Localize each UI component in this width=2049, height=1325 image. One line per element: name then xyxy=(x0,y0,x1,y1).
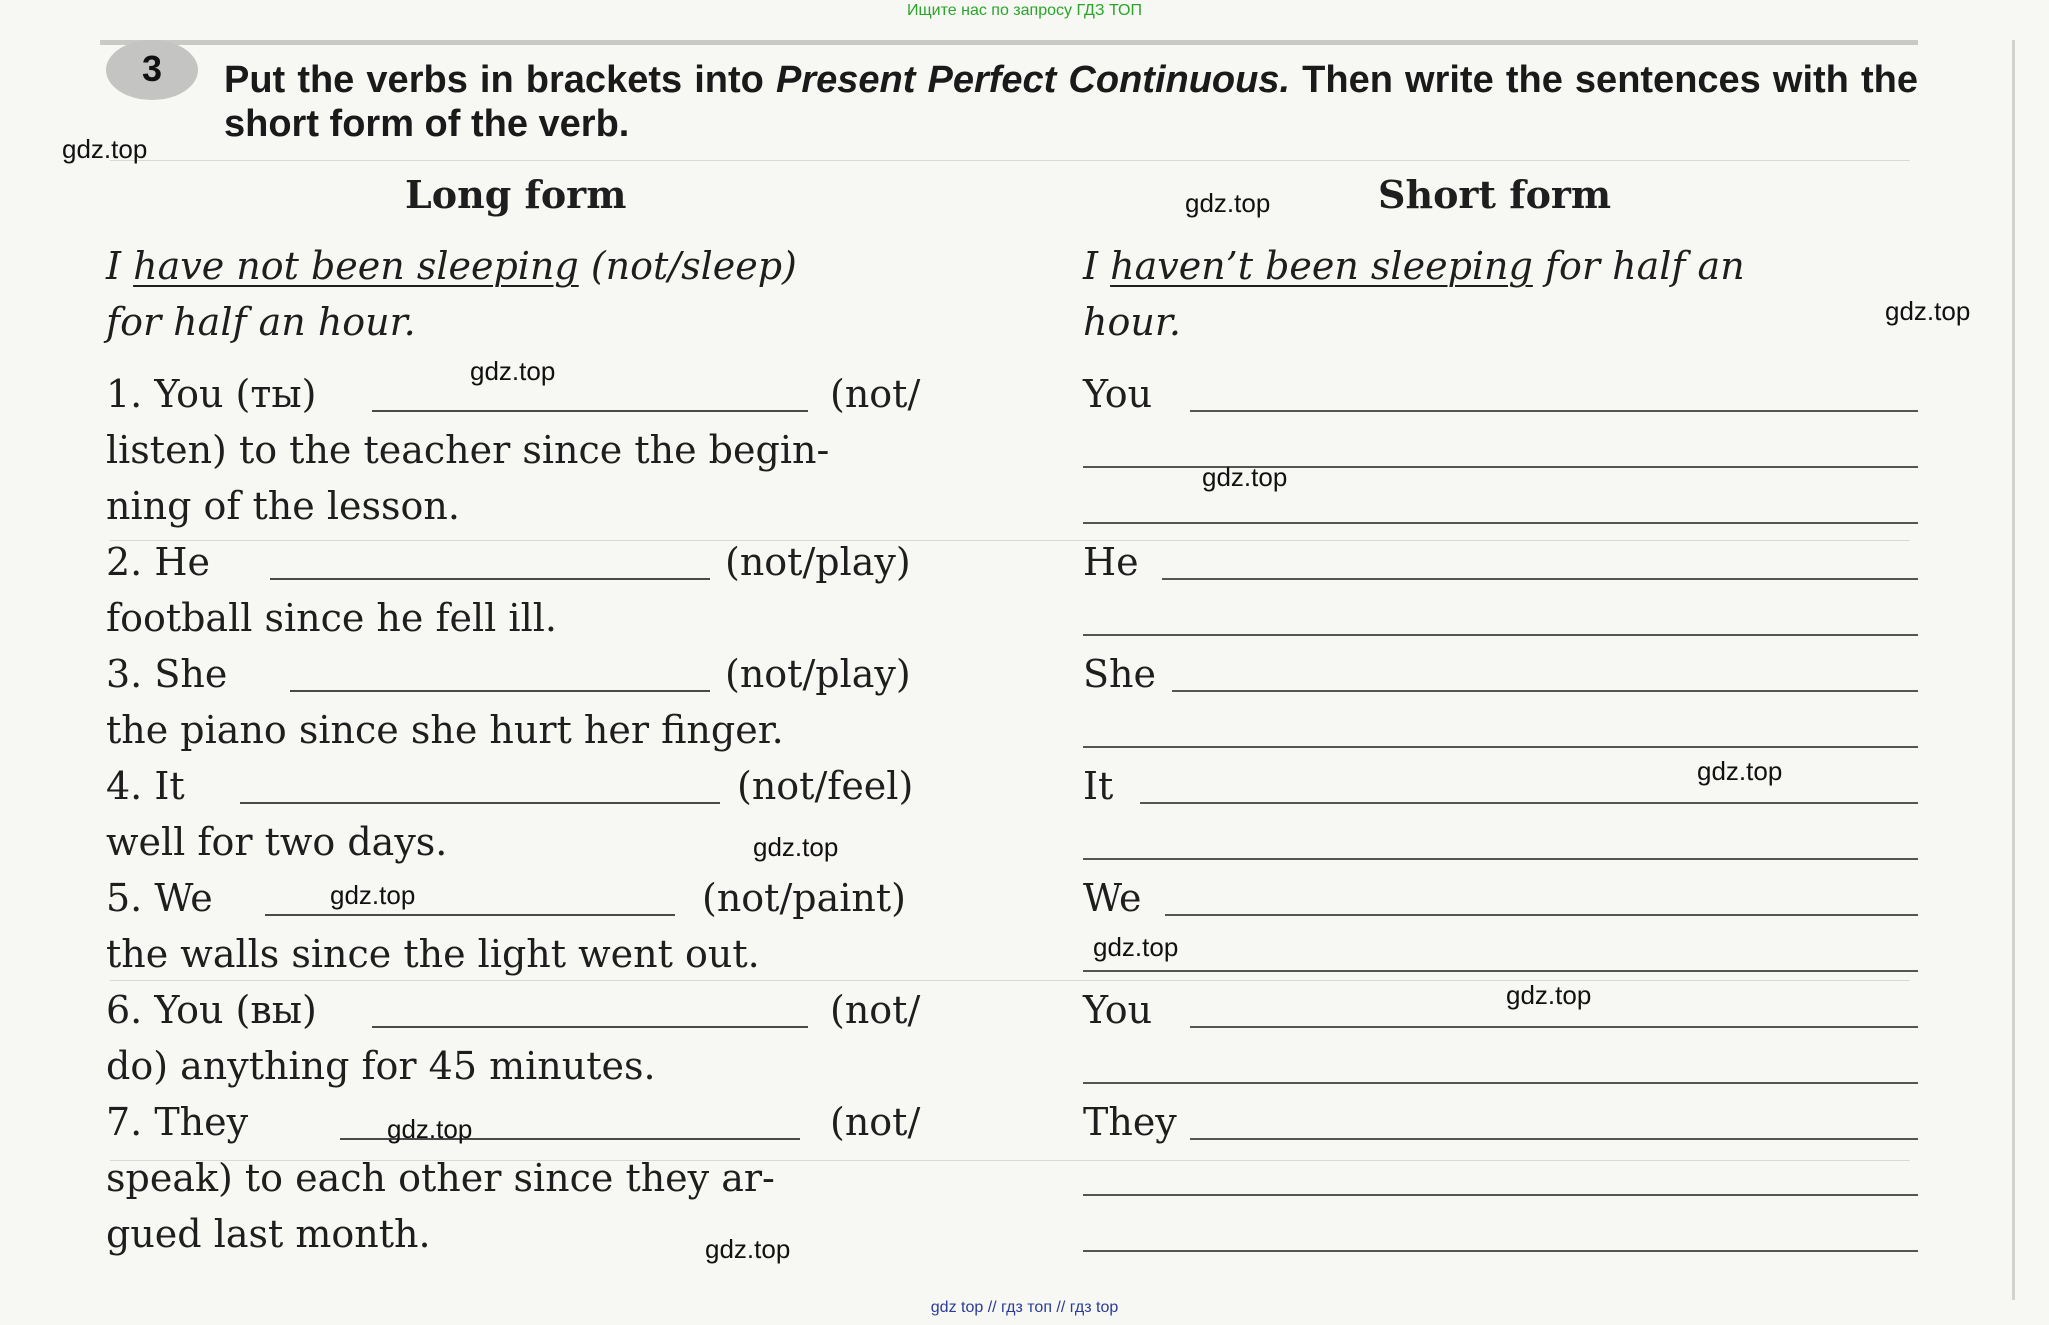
example-short-pronoun: I xyxy=(1083,244,1111,288)
page-edge xyxy=(2012,40,2015,1300)
item-7-verb: (not/ xyxy=(830,1100,921,1144)
item-4-short-line[interactable] xyxy=(1083,858,1918,860)
item-2-short-subject: He xyxy=(1083,540,1139,584)
exercise-instructions xyxy=(224,58,1918,146)
item-4-line-2: well for two days. xyxy=(106,820,448,864)
example-long-answer: have not been sleeping xyxy=(133,244,579,288)
item-5-verb: (not/paint) xyxy=(702,876,906,920)
instructions-text: Put the verbs in brackets into xyxy=(224,59,776,101)
item-7-line-2: speak) to each other since they ar- xyxy=(106,1156,775,1200)
item-1-line-2: listen) to the teacher since the begin- xyxy=(106,428,830,472)
item-4-start: 4. It xyxy=(106,764,185,808)
item-3-short-subject: She xyxy=(1083,652,1156,696)
item-7-short-line[interactable] xyxy=(1083,1194,1918,1196)
item-2-verb: (not/play) xyxy=(725,540,911,584)
item-3-answer-blank[interactable] xyxy=(290,690,710,692)
watermark: gdz.top xyxy=(62,134,148,164)
item-6-start: 6. You (вы) xyxy=(106,988,317,1032)
item-3-short-line[interactable] xyxy=(1172,690,1918,692)
item-2-short-line[interactable] xyxy=(1083,634,1918,636)
item-6-short-line[interactable] xyxy=(1083,1082,1918,1084)
bleed-line xyxy=(110,160,1910,161)
item-4-short-subject: It xyxy=(1083,764,1114,808)
item-7-short-line[interactable] xyxy=(1083,1250,1918,1252)
item-6-answer-blank[interactable] xyxy=(372,1026,808,1028)
watermark: gdz.top xyxy=(1506,980,1592,1010)
item-1-line-3: ning of the lesson. xyxy=(106,484,460,528)
item-7-line-3: gued last month. xyxy=(106,1212,431,1256)
item-5-short-line[interactable] xyxy=(1165,914,1918,916)
item-7-short-line[interactable] xyxy=(1190,1138,1918,1140)
item-5-line-2: the walls since the light went out. xyxy=(106,932,760,976)
watermark: gdz.top xyxy=(470,356,556,386)
item-1-start: 1. You (ты) xyxy=(106,372,317,416)
item-4-short-line[interactable] xyxy=(1140,802,1918,804)
item-5-short-subject: We xyxy=(1083,876,1142,920)
example-short-line-1 xyxy=(1083,238,1745,294)
item-6-short-subject: You xyxy=(1083,988,1153,1032)
example-long-line-1 xyxy=(106,238,797,294)
top-rule xyxy=(100,40,1918,45)
item-6-short-line[interactable] xyxy=(1190,1026,1918,1028)
example-short-rest: for half an xyxy=(1532,244,1745,288)
item-3-verb: (not/play) xyxy=(725,652,911,696)
item-7-start: 7. They xyxy=(106,1100,249,1144)
watermark: gdz.top xyxy=(1093,932,1179,962)
bleed-line xyxy=(110,540,1910,541)
watermark: gdz.top xyxy=(753,832,839,862)
item-7-short-subject: They xyxy=(1083,1100,1177,1144)
item-6-line-2: do) anything for 45 minutes. xyxy=(106,1044,656,1088)
example-long-line-2: for half an hour. xyxy=(106,300,416,344)
instructions-text-end: Then write the sentences with the short form of the verb. xyxy=(224,59,1918,145)
item-2-answer-blank[interactable] xyxy=(270,578,710,580)
long-form-header: Long form xyxy=(405,172,627,217)
watermark: gdz.top xyxy=(330,880,416,910)
example-short-line-2: hour. xyxy=(1083,300,1181,344)
watermark: gdz.top xyxy=(705,1234,791,1264)
watermark: gdz.top xyxy=(387,1114,473,1144)
top-banner[interactable]: Ищите нас по запросу ГДЗ ТОП xyxy=(907,2,1142,19)
bottom-banner[interactable]: gdz top // гдз топ // гдз top xyxy=(930,1299,1119,1316)
item-5-start: 5. We xyxy=(106,876,213,920)
short-form-header: Short form xyxy=(1378,172,1612,217)
item-2-line-2: football since he fell ill. xyxy=(106,596,557,640)
item-4-verb: (not/feel) xyxy=(737,764,914,808)
item-3-line-2: the piano since she hurt her finger. xyxy=(106,708,784,752)
exercise-number-badge: 3 xyxy=(106,40,198,100)
item-4-answer-blank[interactable] xyxy=(240,802,720,804)
item-1-verb: (not/ xyxy=(830,372,921,416)
item-1-answer-blank[interactable] xyxy=(372,410,808,412)
item-2-start: 2. He xyxy=(106,540,210,584)
example-pronoun: I xyxy=(106,244,134,288)
watermark: gdz.top xyxy=(1885,296,1971,326)
item-3-start: 3. She xyxy=(106,652,228,696)
example-verb-hint: (not/sleep) xyxy=(578,244,797,288)
watermark: gdz.top xyxy=(1202,462,1288,492)
item-1-short-subject: You xyxy=(1083,372,1153,416)
item-1-short-line[interactable] xyxy=(1083,522,1918,524)
example-short-answer: haven’t been sleeping xyxy=(1110,244,1533,288)
item-2-short-line[interactable] xyxy=(1162,578,1918,580)
item-3-short-line[interactable] xyxy=(1083,746,1918,748)
item-1-short-line[interactable] xyxy=(1190,410,1918,412)
instructions-tense: Present Perfect Continuous. xyxy=(775,59,1291,101)
watermark: gdz.top xyxy=(1697,756,1783,786)
item-5-short-line[interactable] xyxy=(1083,970,1918,972)
item-5-answer-blank[interactable] xyxy=(265,914,675,916)
item-6-verb: (not/ xyxy=(830,988,921,1032)
watermark: gdz.top xyxy=(1185,188,1271,218)
